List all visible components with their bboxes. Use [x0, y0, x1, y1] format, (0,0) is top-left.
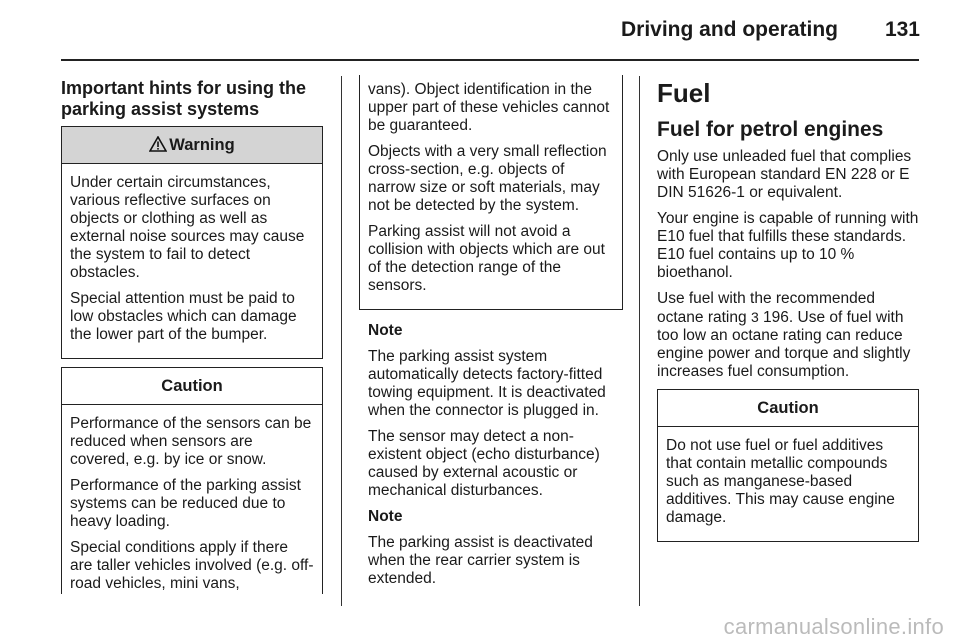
- fuel-caution-box: [657, 389, 919, 542]
- caution-continued-paragraph: vans). Object identification in the upper part of these vehicles cannot be guaranteed.: [368, 81, 610, 134]
- column-divider-1: [341, 76, 342, 606]
- caution-box-body: [62, 405, 322, 607]
- caution-continued-body: [360, 75, 622, 309]
- warning-box-header: [62, 127, 322, 164]
- column-3: [657, 78, 919, 542]
- body-paragraph-octane: [657, 290, 919, 381]
- section-title-fuel: Fuel: [657, 78, 711, 108]
- page-number: 131: [884, 18, 920, 41]
- caution-box-header: [62, 368, 322, 405]
- column-1: [61, 78, 323, 594]
- section-subtitle-petrol: Fuel for petrol engines: [657, 118, 884, 141]
- caution-label: Caution: [757, 399, 819, 417]
- header-rule: [61, 59, 919, 61]
- warning-paragraph: Special attention must be paid to low obstacles which can damage the lower part of the bumper.: [70, 290, 297, 343]
- caution-box-continued: [359, 75, 623, 310]
- caution-box: [61, 367, 323, 594]
- caution-paragraph: Do not use fuel or fuel additives that contain metallic compounds such as manganese-based additives. This may cause engine damage.: [666, 437, 895, 526]
- caution-label: Caution: [161, 377, 223, 395]
- caution-paragraph: Performance of the parking assist systems can be reduced due to heavy loading.: [70, 477, 301, 530]
- caution-continued-paragraph: Objects with a very small reflection cross-section, e.g. objects of narrow size or soft materials, may not be detected by the system.: [368, 143, 607, 214]
- caution-paragraph: Performance of the sensors can be reduced when sensors are covered, e.g. by ice or snow.: [70, 415, 312, 468]
- fuel-caution-header: [658, 390, 918, 427]
- warning-triangle-icon: [149, 136, 167, 152]
- note-text: The parking assist is deactivated when the rear carrier system is extended.: [368, 534, 593, 587]
- note-label: Note: [368, 508, 403, 525]
- fuel-caution-body: [658, 427, 918, 541]
- warning-label: Warning: [169, 136, 235, 154]
- body-paragraph: Only use unleaded fuel that complies with European standard EN 228 or E DIN 51626-1 or equivalent.: [657, 148, 912, 201]
- note-label: Note: [368, 322, 403, 339]
- running-header-title: Driving and operating: [620, 18, 838, 41]
- octane-text-before: Use fuel with the recommended octane rating: [657, 290, 875, 326]
- body-paragraph: Your engine is capable of running with E10 fuel that fulfills these standards. E10 fuel contains up to 10 % bioethanol.: [657, 210, 919, 281]
- column-divider-2: [639, 76, 640, 606]
- body-paragraph: The sensor may detect a non-existent object (echo disturbance) caused by external acoustic or mechanical disturbances.: [368, 428, 600, 499]
- warning-box-body: [62, 164, 322, 358]
- note-text: The parking assist system automatically detects factory-fitted towing equipment. It is deactivated when the connector is plugged in.: [368, 348, 606, 419]
- caution-paragraph: Special conditions apply if there are taller vehicles involved (e.g. off-road vehicles, mini vans,: [70, 539, 314, 592]
- octane-text-after: 196. Use of fuel with too low an octane rating can reduce engine power and torque and slightly increases fuel consumption.: [657, 309, 911, 380]
- page-reference-arrow-icon[interactable]: 3: [750, 309, 759, 325]
- warning-box: [61, 126, 323, 359]
- section-heading-parking-hints: Important hints for using the parking assist systems: [61, 78, 306, 119]
- caution-continued-paragraph: Parking assist will not avoid a collision with objects which are out of the detection range of the sensors.: [368, 223, 605, 294]
- column-2: [359, 75, 623, 596]
- warning-paragraph: Under certain circumstances, various reflective surfaces on objects or clothing as well as external noise sources may cause the system to fail to detect obstacles.: [70, 174, 305, 281]
- watermark: carmanualsonline.info: [723, 614, 944, 639]
